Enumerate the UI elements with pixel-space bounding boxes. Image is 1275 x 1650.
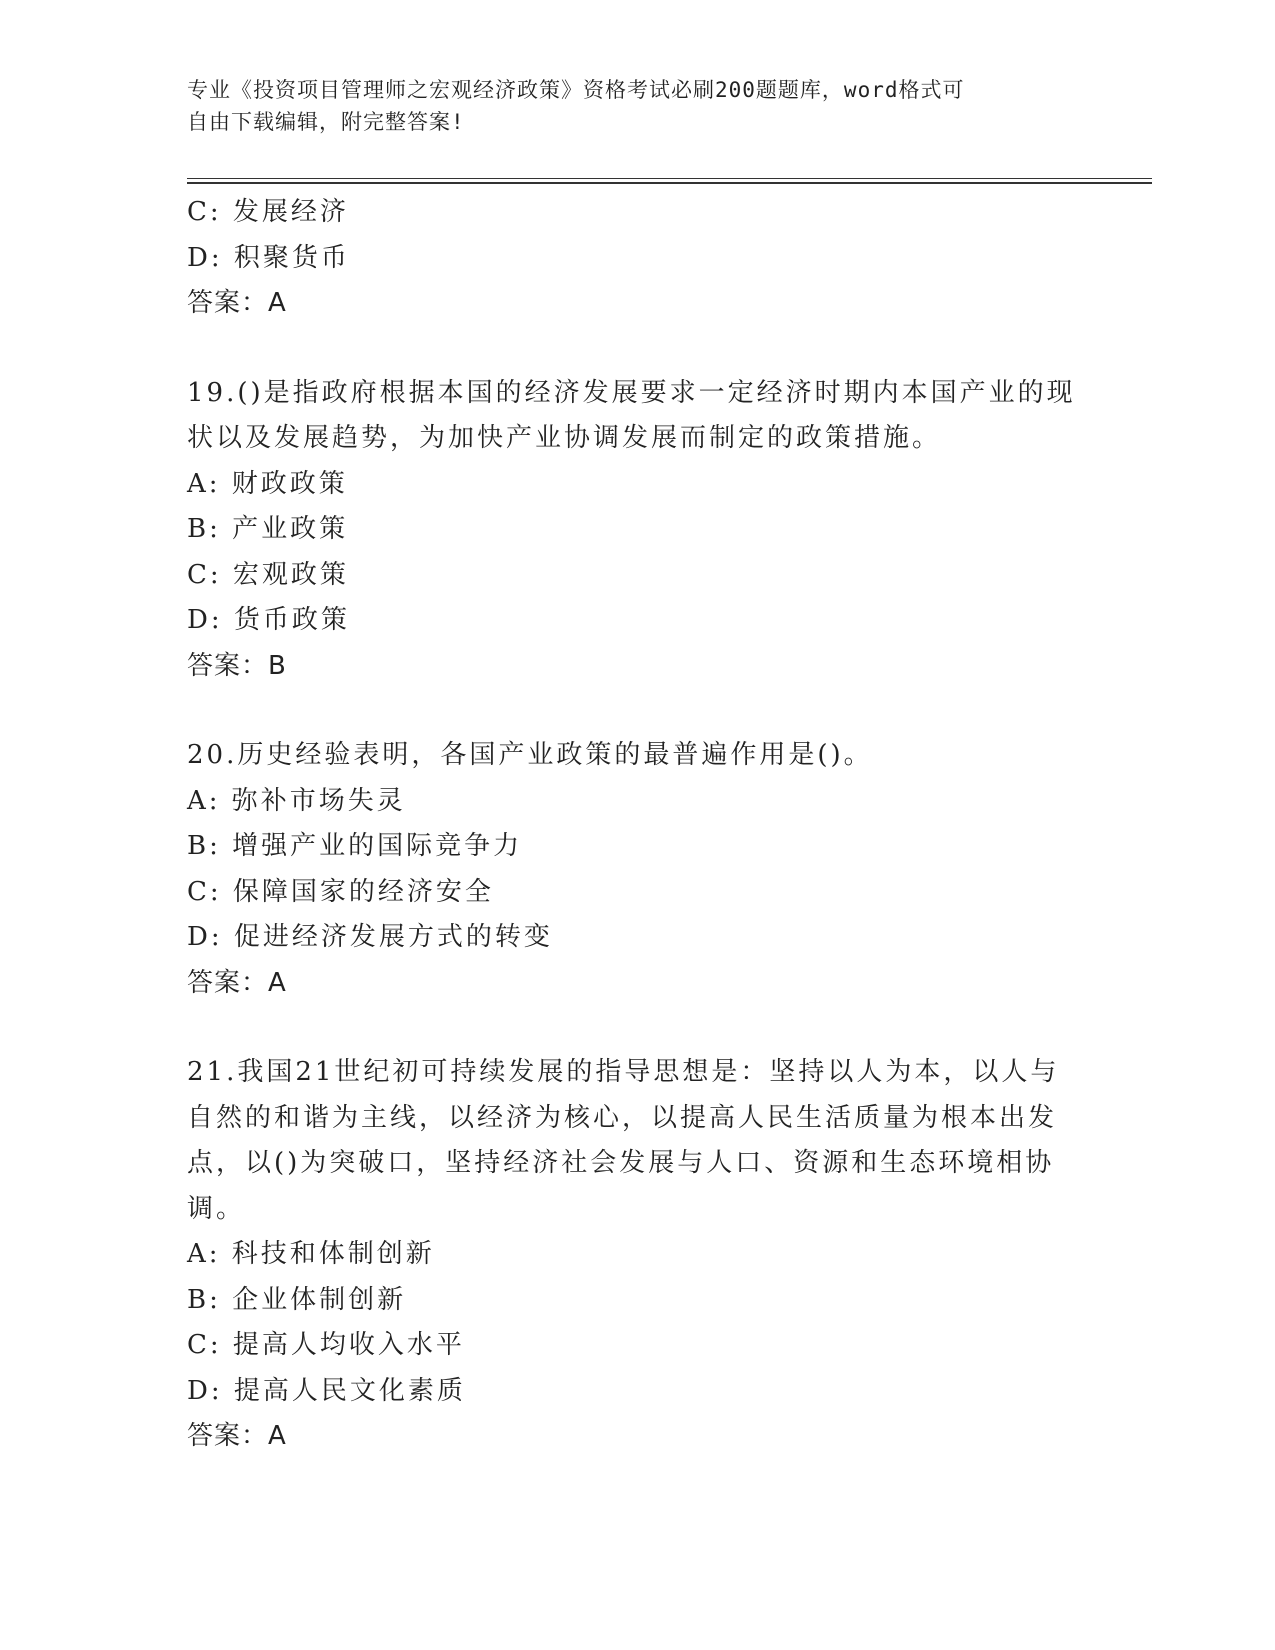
spacer — [187, 327, 1067, 371]
option-d: D: 提高人民文化素质 — [187, 1375, 466, 1406]
question-20 — [187, 733, 1067, 1006]
question-text-line: 点，以()为突破口，坚持经济社会发展与人口、资源和生态环境相协 — [187, 1148, 1055, 1178]
option-a: A: 财政政策 — [187, 468, 348, 499]
question-text-line: 自然的和谐为主线，以经济为核心，以提高人民生活质量为根本出发 — [187, 1102, 1058, 1133]
header-divider-bottom — [187, 182, 1152, 184]
question-text-line: 20.历史经验表明，各国产业政策的最普遍作用是()。 — [187, 740, 873, 770]
question-text-line: 21.我国21世纪初可持续发展的指导思想是：坚持以人为本，以人与 — [187, 1057, 1060, 1087]
question-19 — [187, 371, 1076, 690]
option-c: C: 宏观政策 — [187, 559, 349, 590]
option-c: C: 发展经济 — [187, 197, 349, 227]
option-c: C: 保障国家的经济安全 — [187, 876, 494, 907]
question-text-line: 调。 — [187, 1193, 246, 1224]
answer-line: 答案：A — [187, 1421, 287, 1451]
option-d: D: 货币政策 — [187, 605, 350, 635]
option-a: A: 弥补市场失灵 — [187, 785, 406, 816]
answer-line: 答案：A — [187, 967, 287, 998]
option-b: B: 产业政策 — [187, 514, 349, 544]
question-text-line: 状以及发展趋势，为加快产业协调发展而制定的政策措施。 — [187, 423, 942, 453]
question-list — [187, 190, 1076, 1460]
spacer — [187, 1006, 1067, 1050]
document-header — [187, 74, 1067, 138]
option-a: A: 科技和体制创新 — [187, 1239, 435, 1269]
question-18-tail — [187, 190, 1067, 327]
option-d: D: 积聚货币 — [187, 242, 350, 273]
question-21 — [187, 1050, 1067, 1460]
answer-line: 答案：A — [187, 288, 287, 318]
header-divider-top — [187, 178, 1152, 179]
option-b: B: 企业体制创新 — [187, 1284, 407, 1315]
header-line-2: 自由下载编辑，附完整答案! — [187, 110, 465, 134]
spacer — [187, 689, 1067, 733]
answer-line: 答案：B — [187, 650, 287, 681]
question-text-line: 19.()是指政府根据本国的经济发展要求一定经济时期内本国产业的现 — [187, 377, 1076, 408]
option-b: B: 增强产业的国际竞争力 — [187, 831, 523, 861]
header-line-1: 专业《投资项目管理师之宏观经济政策》资格考试必刷200题题库，word格式可 — [187, 78, 965, 102]
option-d: D: 促进经济发展方式的转变 — [187, 922, 553, 952]
option-c: C: 提高人均收入水平 — [187, 1330, 465, 1360]
